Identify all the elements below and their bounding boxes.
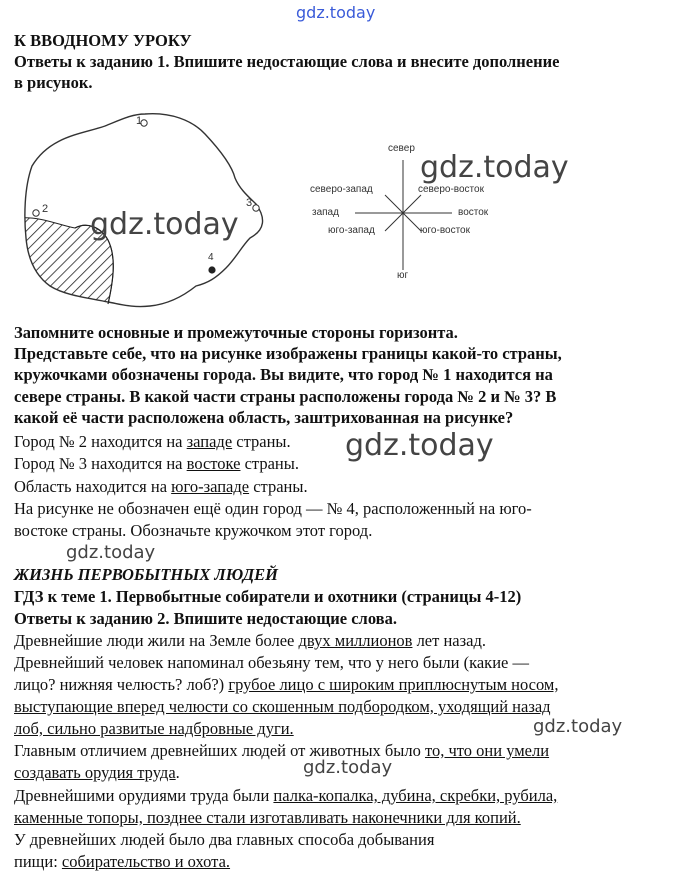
answer-region: [14, 476, 308, 497]
answer-city2-fill: западе: [186, 432, 233, 451]
answer-p3-line1: [14, 740, 549, 761]
compass-southwest: юго-запад: [328, 225, 375, 236]
compass-west: запад: [312, 207, 339, 218]
answer-city4-line1: На рисунке не обозначен ещё один город — № 4, расположенный на юго-: [14, 499, 532, 518]
watermark-top: gdz.today: [296, 3, 376, 22]
answer-p2-fill-1: грубое лицо с широким приплюснутым носом,: [228, 675, 559, 694]
watermark-small-center: gdz.today: [303, 757, 393, 778]
answer-p1-end: лет назад.: [412, 631, 486, 650]
answer-city2-text: Город № 2 находится на: [14, 432, 187, 451]
answer-p5-line1: У древнейших людей было два главных способа добывания: [14, 830, 435, 849]
answer-p4-fill-1: палка-копалка, дубина, скребки, рубила,: [273, 786, 558, 805]
answer-city4-line2: востоке страны. Обозначьте кружочком этот город.: [14, 521, 373, 540]
answer-p4-line2: каменные топоры, позднее стали изготавливать наконечники для копий.: [14, 808, 521, 827]
answer-p4-line1: [14, 785, 557, 806]
task1-instruction-line2: в рисунок.: [14, 73, 93, 92]
compass-southeast: юго-восток: [420, 225, 470, 236]
answer-p2-line1: Древнейший человек напоминал обезьяну тем, что у него были (какие —: [14, 653, 529, 672]
question-line4: севере страны. В какой части страны расположены города № 2 и № 3? В: [14, 387, 557, 406]
answer-city3: [14, 453, 299, 474]
watermark-answers: gdz.today: [345, 428, 494, 463]
compass-south: юг: [397, 270, 409, 281]
answer-p3-text: Главным отличием древнейших людей от животных было: [14, 741, 425, 760]
answer-p3-fill-1: то, что они умели: [425, 741, 550, 760]
answer-p2-line3: выступающие вперед челюсти со скошенным подбородком, уходящий назад: [14, 697, 551, 716]
topic-heading: ЖИЗНЬ ПЕРВОБЫТНЫХ ЛЮДЕЙ: [14, 565, 279, 584]
compass-north: север: [388, 143, 415, 154]
answer-p4-text: Древнейшими орудиями труда были: [14, 786, 274, 805]
intro-heading: К ВВОДНОМУ УРОКУ: [14, 31, 192, 50]
answer-p2-question: лицо? нижняя челюсть? лоб?): [14, 675, 229, 694]
watermark-small-left: gdz.today: [66, 542, 156, 563]
answer-p3-fill-2: создавать орудия труда: [14, 763, 176, 782]
answer-city3-text: Город № 3 находится на: [14, 454, 187, 473]
answer-p5-line2: [14, 851, 230, 872]
city-label-4: 4: [208, 252, 214, 263]
answer-region-end: страны.: [249, 477, 308, 496]
answer-p5-fill: собирательство и охота.: [61, 852, 231, 871]
city-label-2: 2: [42, 203, 49, 215]
question-line2: Представьте себе, что на рисунке изображены границы какой-то страны,: [14, 344, 562, 363]
city-label-3: 3: [246, 197, 253, 209]
city-marker-3: [253, 205, 259, 211]
watermark-figure-left: gdz.today: [90, 207, 239, 242]
answer-p1-text: Древнейшие люди жили на Земле более: [14, 631, 299, 650]
city-marker-4: [208, 266, 215, 273]
watermark-small-right: gdz.today: [533, 716, 623, 737]
answer-p3-end: .: [175, 763, 180, 782]
answer-p1: [14, 630, 486, 651]
watermark-figure-right: gdz.today: [420, 150, 569, 185]
answer-p5-text: пищи:: [14, 852, 62, 871]
question-line1: Запомните основные и промежуточные стороны горизонта.: [14, 323, 458, 342]
answer-p2-line2: [14, 674, 559, 695]
topic-subheading: ГДЗ к теме 1. Первобытные собиратели и охотники (страницы 4-12): [14, 587, 522, 606]
city-label-1: 1: [136, 115, 143, 127]
task1-instruction-line1: Ответы к заданию 1. Впишите недостающие слова и внесите дополнение: [14, 52, 560, 71]
answer-city3-end: страны.: [240, 454, 299, 473]
answer-p3-line2: [14, 762, 180, 783]
question-line5: какой её части расположена область, заштрихованная на рисунке?: [14, 408, 514, 427]
task2-instruction: Ответы к заданию 2. Впишите недостающие слова.: [14, 609, 397, 628]
compass-east: восток: [458, 207, 489, 218]
compass-northwest: северо-запад: [310, 184, 373, 195]
answer-city2: [14, 431, 291, 452]
compass-northeast: северо-восток: [418, 184, 484, 195]
city-marker-2: [33, 210, 39, 216]
answer-city3-fill: востоке: [186, 454, 241, 473]
question-line3: кружочками обозначены города. Вы видите, что город № 1 находится на: [14, 365, 553, 384]
answer-p2-line4: лоб, сильно развитые надбровные дуги.: [14, 719, 294, 738]
answer-city2-end: страны.: [232, 432, 291, 451]
answer-region-fill: юго-западе: [171, 477, 250, 496]
answer-region-text: Область находится на: [14, 477, 172, 496]
answer-p1-fill: двух миллионов: [298, 631, 413, 650]
